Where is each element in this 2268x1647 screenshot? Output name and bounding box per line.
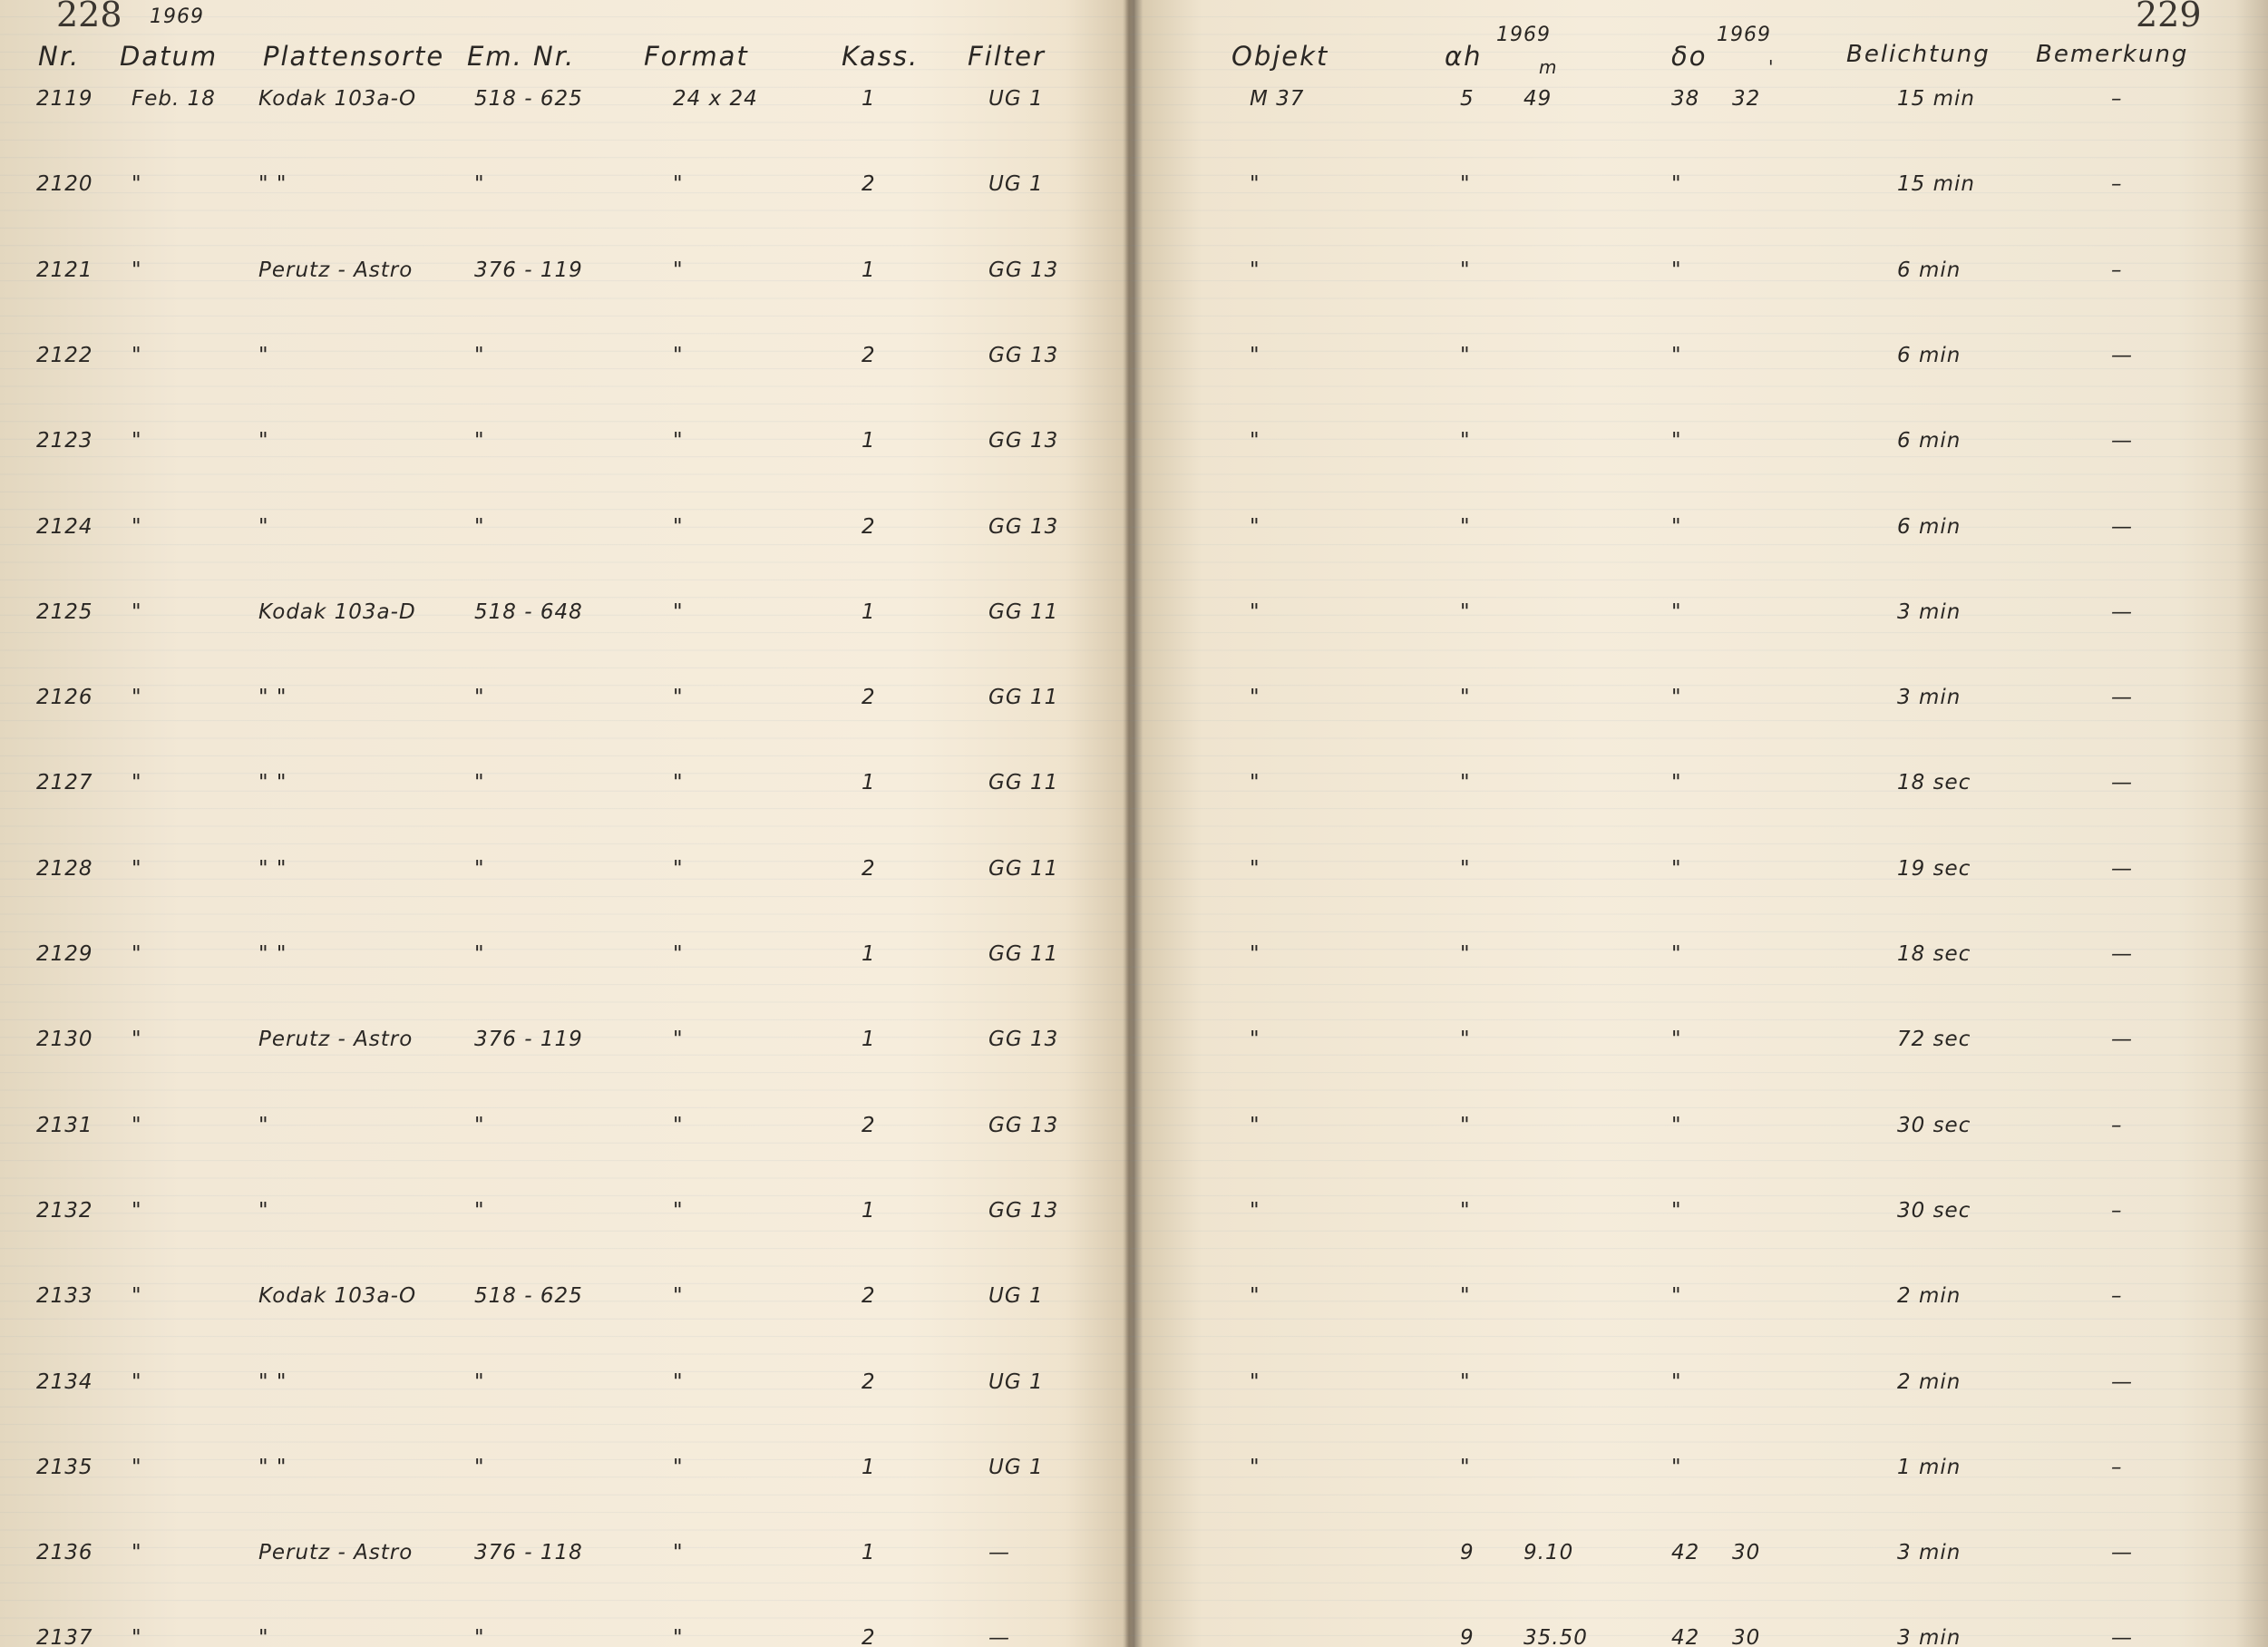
ra-hours: " (1460, 343, 1471, 367)
cassette: 2 (861, 686, 876, 710)
header-em-nr: Em. Nr. (467, 41, 576, 72)
entry-number: 2119 (36, 87, 93, 111)
header-format: Format (644, 41, 749, 72)
cassette: 1 (861, 1028, 876, 1052)
ra-minutes: 35.50 (1523, 1626, 1588, 1647)
object: " (1250, 1455, 1261, 1479)
plate-format: 24 x 24 (673, 87, 758, 111)
filter: UG 1 (988, 1284, 1044, 1309)
table-row (0, 172, 2268, 227)
object: " (1250, 1028, 1261, 1052)
exposure: 6 min (1897, 343, 1961, 367)
entry-number: 2130 (36, 1028, 93, 1052)
header-bemerkung: Bemerkung (2036, 41, 2189, 68)
entry-date: " (131, 599, 142, 624)
entry-number: 2133 (36, 1284, 93, 1309)
entry-date: " (131, 942, 142, 966)
ra-hours: " (1460, 172, 1471, 197)
remark: — (2111, 343, 2133, 367)
exposure: 30 sec (1897, 1198, 1971, 1223)
dec-minutes: 30 (1732, 1541, 1761, 1565)
emulsion-number: " (474, 1113, 485, 1137)
object: " (1250, 856, 1261, 881)
filter: UG 1 (988, 1455, 1044, 1479)
object: " (1250, 172, 1261, 197)
plate-type: " (258, 514, 269, 539)
header-alpha: αh (1445, 41, 1483, 72)
cassette: 1 (861, 258, 876, 282)
dec-degrees: " (1671, 1028, 1682, 1052)
object: " (1250, 1113, 1261, 1137)
plate-type: " " (258, 771, 287, 795)
entry-number: 2120 (36, 172, 93, 197)
entry-number: 2124 (36, 514, 93, 539)
remark: — (2111, 1028, 2133, 1052)
dec-degrees: 42 (1671, 1626, 1700, 1647)
table-row (0, 686, 2268, 740)
plate-format: " (673, 1198, 684, 1223)
exposure: 3 min (1897, 1541, 1961, 1565)
dec-degrees: " (1671, 599, 1682, 624)
object: " (1250, 429, 1261, 453)
emulsion-number: " (474, 343, 485, 367)
ra-hours: " (1460, 942, 1471, 966)
exposure: 2 min (1897, 1369, 1961, 1394)
dec-degrees: " (1671, 172, 1682, 197)
plate-type: Kodak 103a-O (258, 87, 417, 111)
emulsion-number: 376 - 119 (474, 1028, 583, 1052)
cassette: 1 (861, 771, 876, 795)
filter: GG 11 (988, 686, 1059, 710)
plate-type: " (258, 1113, 269, 1137)
remark: — (2111, 856, 2133, 881)
dec-degrees: " (1671, 1113, 1682, 1137)
entry-date: " (131, 172, 142, 197)
ra-hours: 9 (1460, 1541, 1475, 1565)
plate-format: " (673, 856, 684, 881)
entry-date: " (131, 856, 142, 881)
exposure: 6 min (1897, 514, 1961, 539)
cassette: 2 (861, 172, 876, 197)
remark: — (2111, 942, 2133, 966)
plate-format: " (673, 258, 684, 282)
entry-date: " (131, 1028, 142, 1052)
remark: – (2111, 1113, 2123, 1137)
remark: — (2111, 1626, 2133, 1647)
filter: GG 11 (988, 942, 1059, 966)
plate-format: " (673, 942, 684, 966)
cassette: 1 (861, 942, 876, 966)
plate-format: " (673, 1028, 684, 1052)
object: " (1250, 1198, 1261, 1223)
ra-hours: " (1460, 686, 1471, 710)
year-alpha: 1969 (1496, 24, 1551, 46)
remark: – (2111, 1284, 2123, 1309)
remark: – (2111, 258, 2123, 282)
filter: GG 13 (988, 1113, 1059, 1137)
ra-hours: " (1460, 514, 1471, 539)
plate-type: Perutz - Astro (258, 258, 414, 282)
dec-degrees: " (1671, 429, 1682, 453)
emulsion-number: " (474, 1198, 485, 1223)
entry-date: " (131, 686, 142, 710)
object: " (1250, 1284, 1261, 1309)
cassette: 1 (861, 1198, 876, 1223)
emulsion-number: " (474, 856, 485, 881)
plate-format: " (673, 686, 684, 710)
ra-hours: " (1460, 1284, 1471, 1309)
entry-date: " (131, 771, 142, 795)
cassette: 1 (861, 429, 876, 453)
emulsion-number: 376 - 118 (474, 1541, 583, 1565)
entry-number: 2136 (36, 1541, 93, 1565)
entry-date: " (131, 1455, 142, 1479)
header-plattensorte: Plattensorte (263, 41, 445, 72)
table-row (0, 87, 2268, 141)
emulsion-number: " (474, 1369, 485, 1394)
ra-hours: " (1460, 1369, 1471, 1394)
plate-type: " (258, 1198, 269, 1223)
entry-date: " (131, 1198, 142, 1223)
cassette: 2 (861, 343, 876, 367)
ra-hours: " (1460, 856, 1471, 881)
object: " (1250, 686, 1261, 710)
remark: — (2111, 429, 2133, 453)
header-datum: Datum (120, 41, 219, 72)
table-row (0, 344, 2268, 398)
ra-hours: " (1460, 258, 1471, 282)
dec-degrees: " (1671, 686, 1682, 710)
filter: GG 13 (988, 258, 1059, 282)
ra-minutes: 9.10 (1523, 1541, 1574, 1565)
filter: UG 1 (988, 87, 1044, 111)
header-objekt: Objekt (1231, 41, 1329, 72)
plate-type: " (258, 429, 269, 453)
table-row (0, 1370, 2268, 1425)
exposure: 3 min (1897, 1626, 1961, 1647)
plate-format: " (673, 1541, 684, 1565)
dec-degrees: " (1671, 1284, 1682, 1309)
table-row (0, 515, 2268, 570)
entry-date: " (131, 1284, 142, 1309)
ra-hours: " (1460, 1028, 1471, 1052)
table-row (0, 1626, 2268, 1647)
emulsion-number: 518 - 625 (474, 1284, 583, 1309)
cassette: 2 (861, 1369, 876, 1394)
entry-number: 2125 (36, 599, 93, 624)
exposure: 18 sec (1897, 942, 1971, 966)
entry-date: " (131, 429, 142, 453)
exposure: 3 min (1897, 686, 1961, 710)
dec-degrees: " (1671, 343, 1682, 367)
table-row (0, 258, 2268, 313)
dec-degrees: " (1671, 514, 1682, 539)
filter: GG 13 (988, 429, 1059, 453)
header-delta-minutes: ' (1768, 56, 1776, 78)
filter: UG 1 (988, 1369, 1044, 1394)
header-alpha-minutes: m (1539, 56, 1559, 78)
emulsion-number: " (474, 172, 485, 197)
emulsion-number: " (474, 686, 485, 710)
entry-number: 2127 (36, 771, 93, 795)
remark: – (2111, 1455, 2123, 1479)
entry-number: 2131 (36, 1113, 93, 1137)
emulsion-number: " (474, 771, 485, 795)
ra-hours: " (1460, 1455, 1471, 1479)
entry-date: " (131, 514, 142, 539)
emulsion-number: 518 - 648 (474, 599, 583, 624)
remark: — (2111, 514, 2133, 539)
remark: — (2111, 599, 2133, 624)
dec-degrees: " (1671, 258, 1682, 282)
dec-degrees: " (1671, 856, 1682, 881)
plate-format: " (673, 1455, 684, 1479)
exposure: 6 min (1897, 429, 1961, 453)
plate-type: " " (258, 172, 287, 197)
emulsion-number: " (474, 1455, 485, 1479)
dec-degrees: " (1671, 1455, 1682, 1479)
plate-format: " (673, 1369, 684, 1394)
dec-degrees: 38 (1671, 87, 1700, 111)
ra-hours: " (1460, 429, 1471, 453)
table-row (0, 857, 2268, 911)
entry-number: 2129 (36, 942, 93, 966)
object: " (1250, 514, 1261, 539)
filter: UG 1 (988, 172, 1044, 197)
table-row (0, 600, 2268, 655)
dec-degrees: " (1671, 771, 1682, 795)
exposure: 3 min (1897, 599, 1961, 624)
table-row (0, 1028, 2268, 1082)
table-row (0, 771, 2268, 825)
exposure: 19 sec (1897, 856, 1971, 881)
emulsion-number: " (474, 1626, 485, 1647)
entry-date: " (131, 1541, 142, 1565)
object: M 37 (1250, 87, 1305, 111)
table-row (0, 429, 2268, 483)
dec-minutes: 32 (1732, 87, 1761, 111)
ra-hours: " (1460, 771, 1471, 795)
year-left: 1969 (150, 5, 204, 28)
remark: — (2111, 1369, 2133, 1394)
cassette: 2 (861, 514, 876, 539)
remark: — (2111, 1541, 2133, 1565)
cassette: 1 (861, 87, 876, 111)
plate-type: Kodak 103a-O (258, 1284, 417, 1309)
entry-number: 2126 (36, 686, 93, 710)
remark: – (2111, 87, 2123, 111)
remark: — (2111, 771, 2133, 795)
plate-format: " (673, 343, 684, 367)
entry-date: " (131, 1369, 142, 1394)
cassette: 2 (861, 1284, 876, 1309)
filter: GG 11 (988, 771, 1059, 795)
plate-type: " (258, 1626, 269, 1647)
object: " (1250, 343, 1261, 367)
plate-format: " (673, 1626, 684, 1647)
object: " (1250, 1369, 1261, 1394)
emulsion-number: " (474, 514, 485, 539)
header-belichtung: Belichtung (1846, 41, 1991, 68)
filter: GG 11 (988, 599, 1059, 624)
cassette: 2 (861, 1626, 876, 1647)
plate-format: " (673, 429, 684, 453)
table-row (0, 1114, 2268, 1168)
plate-format: " (673, 1284, 684, 1309)
dec-degrees: " (1671, 942, 1682, 966)
entry-number: 2134 (36, 1369, 93, 1394)
header-delta: δo (1671, 41, 1708, 72)
plate-type: " " (258, 942, 287, 966)
header-kass: Kass. (842, 41, 920, 72)
object: " (1250, 599, 1261, 624)
exposure: 15 min (1897, 87, 1975, 111)
table-row (0, 1456, 2268, 1510)
entry-date: " (131, 343, 142, 367)
exposure: 30 sec (1897, 1113, 1971, 1137)
entry-number: 2122 (36, 343, 93, 367)
exposure: 2 min (1897, 1284, 1961, 1309)
plate-format: " (673, 514, 684, 539)
exposure: 72 sec (1897, 1028, 1971, 1052)
ra-minutes: 49 (1523, 87, 1553, 111)
ra-hours: " (1460, 599, 1471, 624)
filter: GG 11 (988, 856, 1059, 881)
filter: GG 13 (988, 343, 1059, 367)
entry-date: " (131, 1626, 142, 1647)
dec-degrees: " (1671, 1369, 1682, 1394)
plate-type: Kodak 103a-D (258, 599, 416, 624)
plate-type: " (258, 343, 269, 367)
filter: — (988, 1626, 1010, 1647)
plate-type: " " (258, 856, 287, 881)
plate-type: " " (258, 1455, 287, 1479)
table-row (0, 942, 2268, 997)
entry-date: Feb. 18 (131, 87, 216, 111)
filter: — (988, 1541, 1010, 1565)
table-row (0, 1199, 2268, 1253)
cassette: 1 (861, 1455, 876, 1479)
ra-hours: " (1460, 1113, 1471, 1137)
header-nr: Nr. (38, 41, 81, 72)
cassette: 2 (861, 856, 876, 881)
exposure: 18 sec (1897, 771, 1971, 795)
header-filter: Filter (968, 41, 1046, 72)
remark: — (2111, 686, 2133, 710)
exposure: 6 min (1897, 258, 1961, 282)
entry-number: 2128 (36, 856, 93, 881)
plate-type: " " (258, 686, 287, 710)
dec-degrees: " (1671, 1198, 1682, 1223)
emulsion-number: " (474, 429, 485, 453)
entry-number: 2123 (36, 429, 93, 453)
emulsion-number: 518 - 625 (474, 87, 583, 111)
filter: GG 13 (988, 1198, 1059, 1223)
entry-date: " (131, 1113, 142, 1137)
plate-format: " (673, 599, 684, 624)
object: " (1250, 771, 1261, 795)
entry-number: 2135 (36, 1455, 93, 1479)
entry-number: 2121 (36, 258, 93, 282)
entry-number: 2137 (36, 1626, 93, 1647)
page-number-right: 229 (2136, 0, 2202, 34)
cassette: 2 (861, 1113, 876, 1137)
plate-format: " (673, 1113, 684, 1137)
cassette: 1 (861, 599, 876, 624)
page-number-left: 228 (56, 0, 122, 34)
exposure: 15 min (1897, 172, 1975, 197)
table-row (0, 1541, 2268, 1595)
remark: – (2111, 1198, 2123, 1223)
table-row (0, 1284, 2268, 1339)
ra-hours: 9 (1460, 1626, 1475, 1647)
cassette: 1 (861, 1541, 876, 1565)
plate-type: " " (258, 1369, 287, 1394)
dec-degrees: 42 (1671, 1541, 1700, 1565)
year-delta: 1969 (1717, 24, 1771, 46)
plate-type: Perutz - Astro (258, 1028, 414, 1052)
dec-minutes: 30 (1732, 1626, 1761, 1647)
remark: – (2111, 172, 2123, 197)
emulsion-number: " (474, 942, 485, 966)
plate-format: " (673, 172, 684, 197)
plate-format: " (673, 771, 684, 795)
filter: GG 13 (988, 514, 1059, 539)
exposure: 1 min (1897, 1455, 1961, 1479)
filter: GG 13 (988, 1028, 1059, 1052)
ra-hours: " (1460, 1198, 1471, 1223)
object: " (1250, 258, 1261, 282)
plate-type: Perutz - Astro (258, 1541, 414, 1565)
entry-number: 2132 (36, 1198, 93, 1223)
ra-hours: 5 (1460, 87, 1475, 111)
entry-date: " (131, 258, 142, 282)
object: " (1250, 942, 1261, 966)
emulsion-number: 376 - 119 (474, 258, 583, 282)
